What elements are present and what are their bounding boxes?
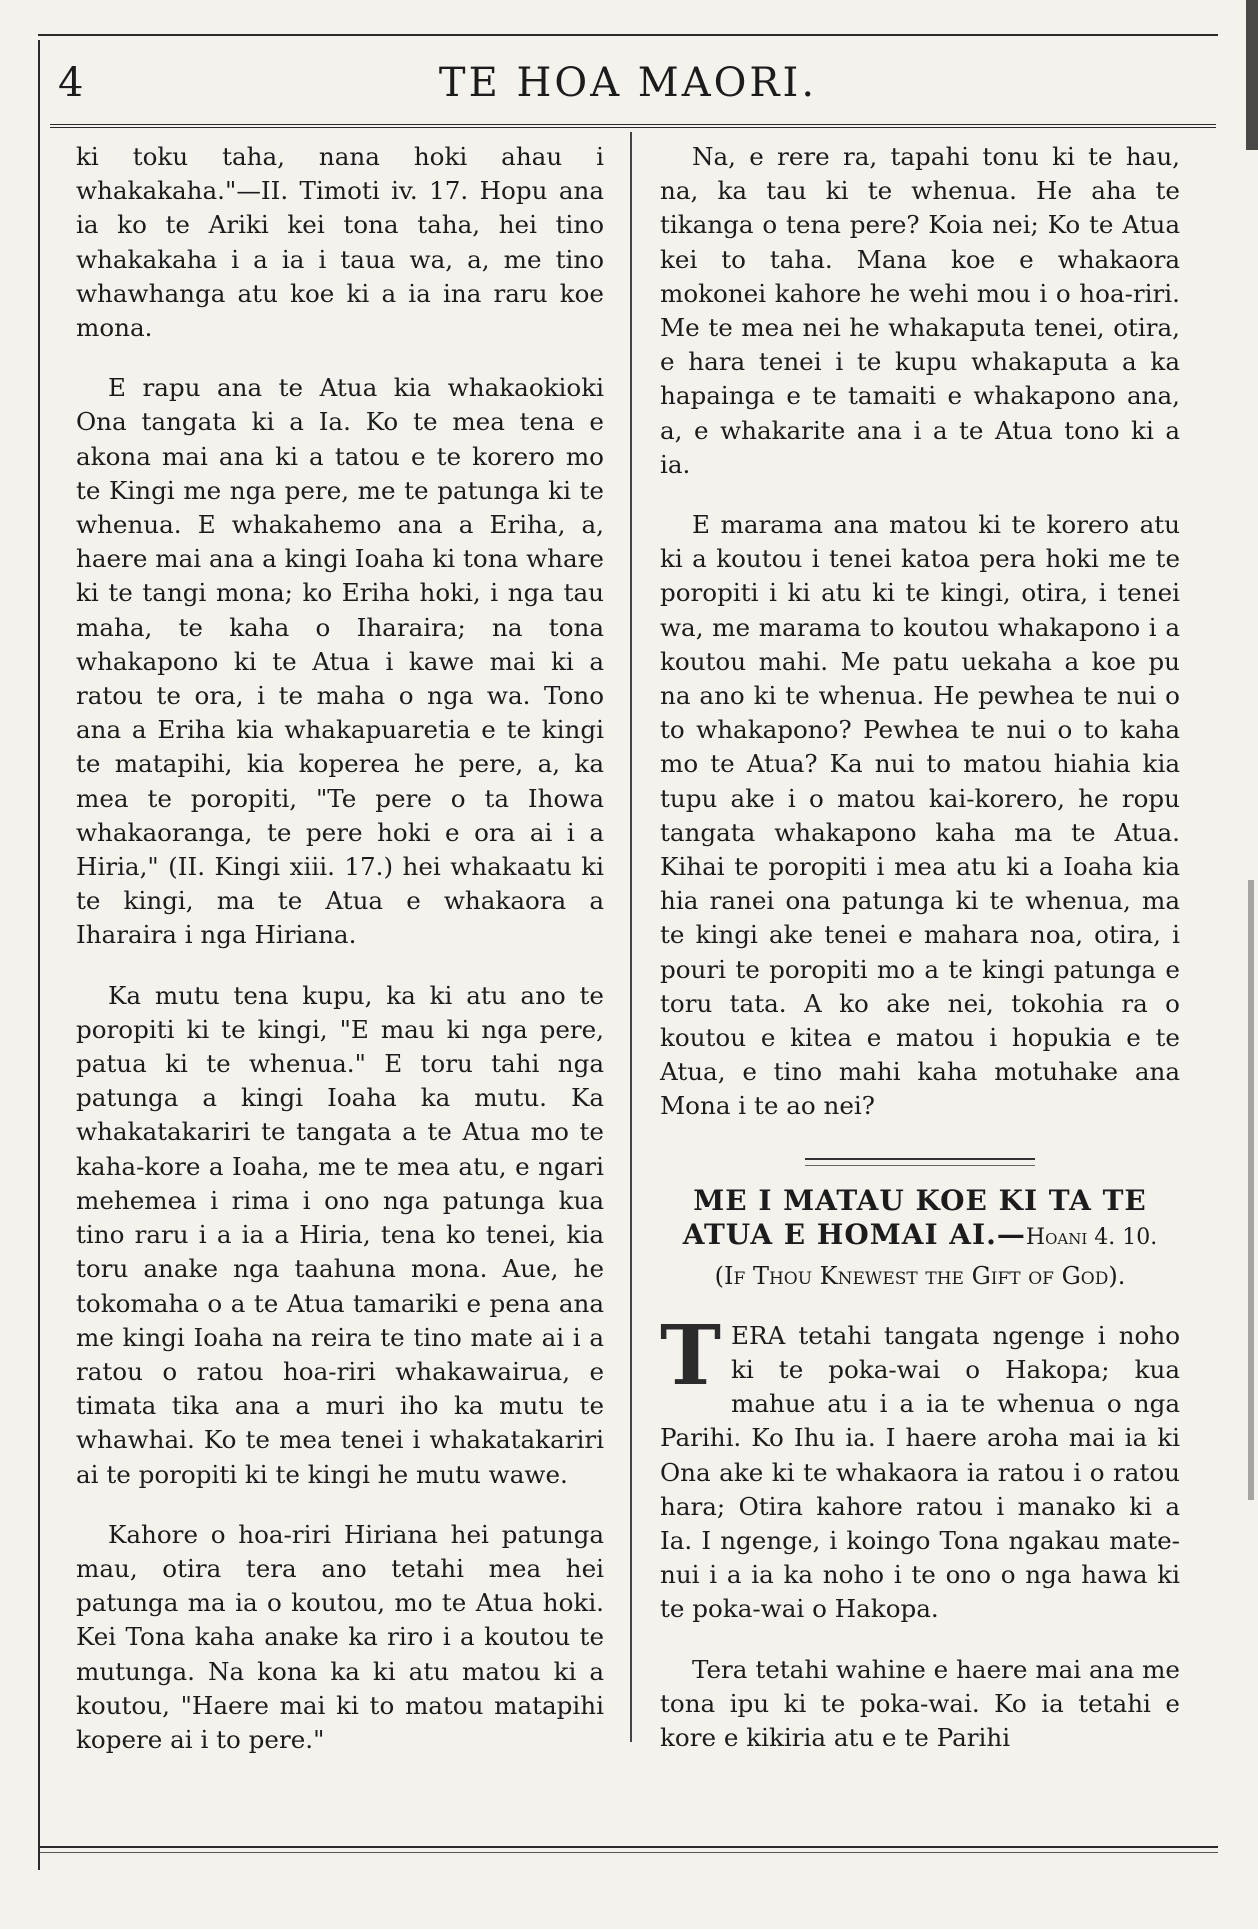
section-subheading: (If Thou Knewest the Gift of God).: [714, 1261, 1126, 1290]
left-paragraph-1: ki toku taha, nana hoki ahau i whakakaha."—II. Timoti iv. 17. Hopu ana ia ko te Ariki kei tona taha, hei tino whakakaha i a ia i taua wa, a, me tino whawhanga atu koe ki a ia ina raru koe mona.: [76, 142, 604, 343]
dropcap-paragraph: [660, 1307, 1180, 1627]
left-paragraph-2: E rapu ana te Atua kia whakaokioki Ona tangata ki a Ia. Ko te mea tena e akona mai ana ki a tatou e te korero mo te Kingi me nga pere, me te patunga ki te whenua. E whakahemo ana a Eriha, a, haere mai ana a kingi Ioaha ki tona whare ki te tangi mona; ko Eriha hoki, i nga tau maha, te kaha o Iharaira; na tona whakapono ki te Atua i kawe mai ki a ratou te ora, i te maha o nga wa. Tono ana a Eriha kia whakapuaretia e te kingi te matapihi, kia koperea he pere, a, ka mea te poropiti, "Te pere o ta Ihowa whakaoranga, te pere hoki e ora ai i a Hiria," (II. Kingi xiii. 17.) hei whakaatu ki te kingi, ma te Atua e whakaora a Iharaira i nga Hiriana.: [76, 373, 604, 950]
top-rule: [38, 34, 1218, 36]
left-paragraph-4: Kahore o hoa-riri Hiriana hei patunga mau, otira tera ano tetahi mea hei patunga ma ia o koutou, mo te Atua hoki. Kei Tona kaha anake ka riro i a koutou te mutunga. Na kona ka ki atu matou ki a koutou, "Haere mai ki to matou matapihi kopere ai i to pere.": [76, 1519, 604, 1754]
left-paragraph-3: Ka mutu tena kupu, ka ki atu ano te poropiti ki te kingi, "E mau ki nga pere, patua ki te whenua." E toru tahi nga patunga a kingi Ioaha ka mutu. Ka whakatakariri te tangata a te Atua mo te kaha-kore a Ioaha, me te mea atu, e ngari mehemea i rima i ono nga patunga kua tino raru i a ia a Hiria, tena ko tenei, kia toru anake nga taahuna mona. Aue, he tokomaha o a te Atua tamariki e pena ana me kingi Ioaha na reira te tino mate ai i a ratou o ratou hoa-riri whakawairua, e timata tika ana a muri iho ka mutu te whawhai. Ko te mea tenei i whakatakariri ai te poropiti ki te kingi he mutu wawe.: [76, 980, 604, 1489]
page-edge-shadow: [1248, 880, 1254, 1500]
dropcap-paragraph-text: ERA tetahi tangata ngenge i noho ki te poka-wai o Hakopa; kua mahue atu i a ia te whenua o nga Parihi. Ko Ihu ia. I haere aroha mai ia ki Ona ake ki te whakaora ia ratou i o ratou hara; Otira kahore ratou i manako ki a Ia. I ngenge, i koingo Tona ngakau mate-nui i a ia ka noho i te ono o nga hawa ki te poka-wai o Hakopa.: [660, 1320, 1180, 1624]
dropcap-letter: T: [660, 1307, 722, 1404]
left-column: [76, 140, 604, 1757]
page-number: 4: [58, 60, 84, 106]
right-paragraph-last: Tera tetahi wahine e haere mai ana me tona ipu ki te poka-wai. Ko ia tetahi e kore e kikiria atu e te Parihi: [660, 1654, 1180, 1752]
section-separator: [805, 1158, 1035, 1166]
bottom-rule: [40, 1846, 1218, 1848]
page-header: [38, 58, 1218, 128]
right-paragraph-1: Na, e rere ra, tapahi tonu ki te hau, na, ka tau ki te whenua. He aha te tikanga o tena pere? Koia nei; Ko te Atua kei to taha. Mana koe e whakaora mokonei kahore he wehi mou i o hoa-riri. Me te mea nei he whakaputa tenei, otira, e hara tenei i te kupu whakaputa a ka hapainga e te tamaiti e whakapono ana, a, e whakarite ana i a te Atua tono ki a ia.: [660, 142, 1180, 479]
right-column: [660, 140, 1180, 1755]
column-divider: [630, 132, 632, 1742]
right-paragraph-2: E marama ana matou ki te korero atu ki a koutou i tenei katoa pera hoki me te poropiti i ki atu ki te kingi, otira, i tenei wa, me marama to koutou whakapono i a koutou mahi. Me patu uekaha a koe pu na ano ki te whenua. He pewhea te nui o to whakapono? Pewhea te nui o to kaha mo te Atua? Ka nui to matou hiahia kia tupu ake i o matou kai-korero, he ropu tangata whakapono kaha ma te Atua. Kihai te poropiti i mea atu ki a Ioaha kia hia ranei ona patunga ki te whenua, ma te kingi ake tenei e mahara noa, otira, i pouri te poropiti mo a te kingi patunga e toru tata. A ko ake nei, tokohia ra o koutou e kitea e matou i hopukia e te Atua, e tino mahi kaha motuhake ana Mona i te ao nei?: [660, 510, 1180, 1121]
section-reference: Hoani 4. 10.: [1025, 1224, 1158, 1250]
bottom-rule-thin: [40, 1852, 1218, 1853]
journal-title: TE HOA MAORI.: [438, 60, 818, 106]
section-heading-text: ME I MATAU KOE KI TA TE ATUA E HOMAI AI.—: [682, 1183, 1147, 1251]
header-rule: [50, 124, 1216, 128]
page-edge-mark: [1246, 0, 1258, 150]
section-heading: [660, 1184, 1180, 1255]
